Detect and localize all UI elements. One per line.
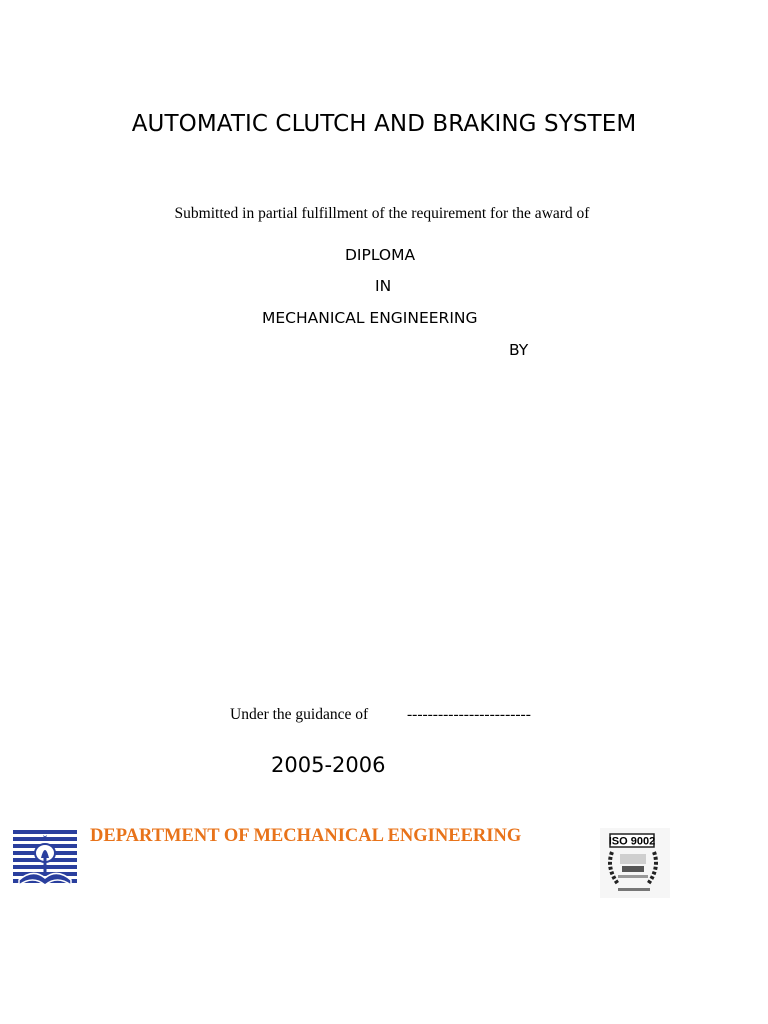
- iso-badge-text: ISO 9002: [608, 835, 656, 848]
- department-name: DEPARTMENT OF MECHANICAL ENGINEERING: [90, 826, 522, 846]
- academic-year: 2005-2006: [271, 753, 386, 777]
- degree-name: DIPLOMA: [345, 246, 416, 264]
- submission-statement: Submitted in partial fulfillment of the requirement for the award of: [174, 205, 590, 222]
- college-emblem-icon: [13, 828, 77, 888]
- project-title: AUTOMATIC CLUTCH AND BRAKING SYSTEM: [131, 111, 637, 137]
- guidance-label: Under the guidance of: [230, 706, 369, 723]
- iso-certification-badge-icon: [600, 828, 670, 898]
- degree-discipline: MECHANICAL ENGINEERING: [262, 309, 478, 327]
- by-label: BY: [509, 341, 529, 359]
- degree-connector: IN: [375, 277, 392, 295]
- guide-name-placeholder: ------------------------: [407, 706, 531, 723]
